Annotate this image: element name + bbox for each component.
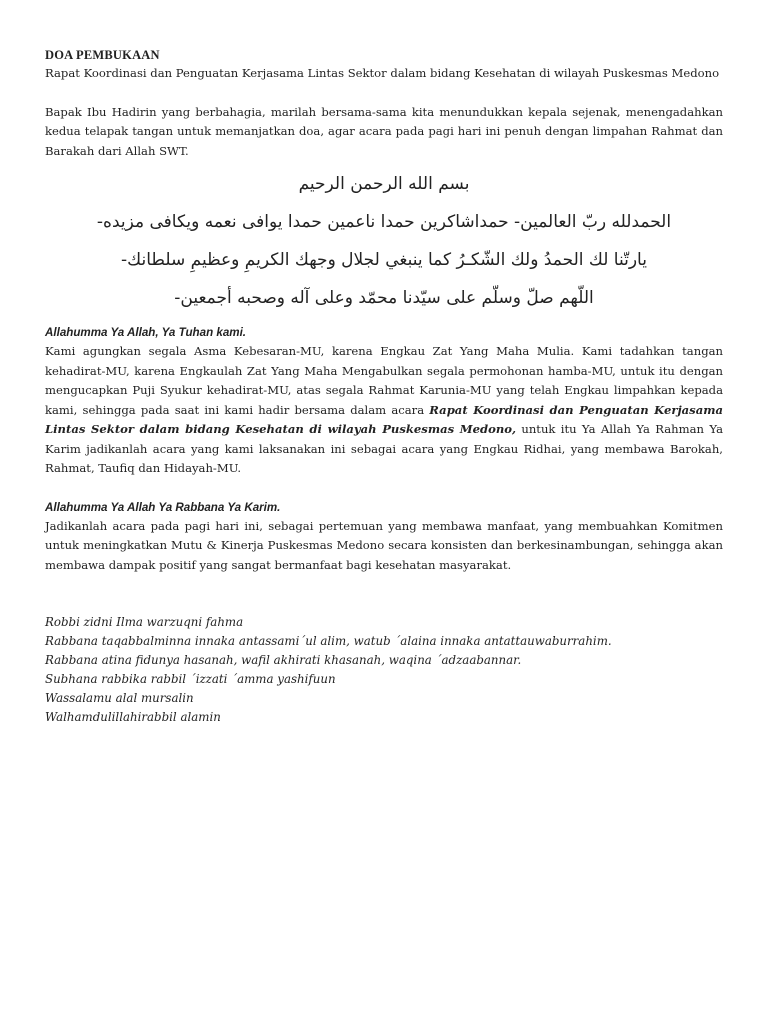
arabic-line-praise: يارتّنا لك الحمدُ ولك الشّكـرُ كما ينبغي لجلال وجهك الكريمِ وعظيمِ سلطانك- xyxy=(121,250,647,270)
document-title: DOA PEMBUKAAN xyxy=(45,48,160,62)
closing-line: Walhamdulillahirabbil alamin xyxy=(45,710,221,724)
arabic-line-hamdalah: الحمدلله ربّ العالمين- حمداشاكرين حمدا ناعمين حمدا يوافى نعمه ويكافى مزيده- xyxy=(96,212,672,232)
section1-heading: Allahumma Ya Allah, Ya Tuhan kami. xyxy=(45,326,247,339)
closing-line: Robbi zidni Ilma warzuqni fahma xyxy=(45,615,244,629)
arabic-prayer-block xyxy=(45,165,723,317)
closing-line: Rabbana taqabbalminna innaka antassami´ul alim, watub ´alaina innaka antattauwaburrahim. xyxy=(45,634,612,648)
closing-prayers xyxy=(45,613,723,727)
section1-text-a: Kami agungkan segala Asma Kebesaran-MU, karena Engkau Zat Yang Maha Mulia. Kami tadahkan tangan kehadirat-MU, karena Engkaulah Zat Yang Maha Mengabulkan segala permohonan hamba-MU, untuk itu dengan mengucapkan Puji Syukur kehadirat-MU, atas segala Rahmat Karunia-MU yang telah Engkau limpahkan kepada kami, sehingga pada saat ini kami hadir bersama dalam acara xyxy=(45,344,723,417)
section1-text-b: untuk itu Ya Allah Ya Rahman Ya Karim jadikanlah acara yang kami laksanakan ini sebagai acara yang Engkau Ridhai, yang membawa Barokah, Rahmat, Taufiq dan Hidayah-MU. xyxy=(45,422,723,475)
closing-line: Wassalamu alal mursalin xyxy=(45,691,194,705)
closing-line: Rabbana atina fidunya hasanah, wafil akhirati khasanah, waqina ´adzaabannar. xyxy=(45,653,522,667)
arabic-line-basmalah: بسم الله الرحمن الرحيم xyxy=(298,174,470,194)
section1-paragraph xyxy=(45,342,723,479)
intro-paragraph: Bapak Ibu Hadirin yang berbahagia, marilah bersama-sama kita menundukkan kepala sejenak, menengadahkan kedua telapak tangan untuk memanjatkan doa, agar acara pada pagi hari ini penuh dengan limpahan Rahmat dan Barakah dari Allah SWT. xyxy=(45,104,723,158)
document-subtitle: Rapat Koordinasi dan Penguatan Kerjasama Lintas Sektor dalam bidang Kesehatan di wilayah Puskesmas Medono xyxy=(45,66,720,80)
arabic-line-salawat: اللّهم صلّ وسلّم على سيّدنا محمّد وعلى آله وصحبه أجمعين- xyxy=(174,288,594,308)
closing-line: Subhana rabbika rabbil ´izzati ´amma yashifuun xyxy=(45,672,336,686)
section2-heading: Allahumma Ya Allah Ya Rabbana Ya Karim. xyxy=(45,500,281,514)
document-page xyxy=(45,46,723,727)
section1-text-bold: Rapat Koordinasi dan Penguatan Kerjasama Lintas Sektor dalam bidang Kesehatan di wilayah Puskesmas Medono, xyxy=(45,402,723,436)
section2-paragraph: Jadikanlah acara pada pagi hari ini, sebagai pertemuan yang membawa manfaat, yang membuahkan Komitmen untuk meningkatkan Mutu & Kinerja Puskesmas Medono secara konsisten dan berkesinambungan, sehingga akan membawa dampak positif yang sangat bermanfaat bagi kesehatan masyarakat. xyxy=(45,518,723,572)
